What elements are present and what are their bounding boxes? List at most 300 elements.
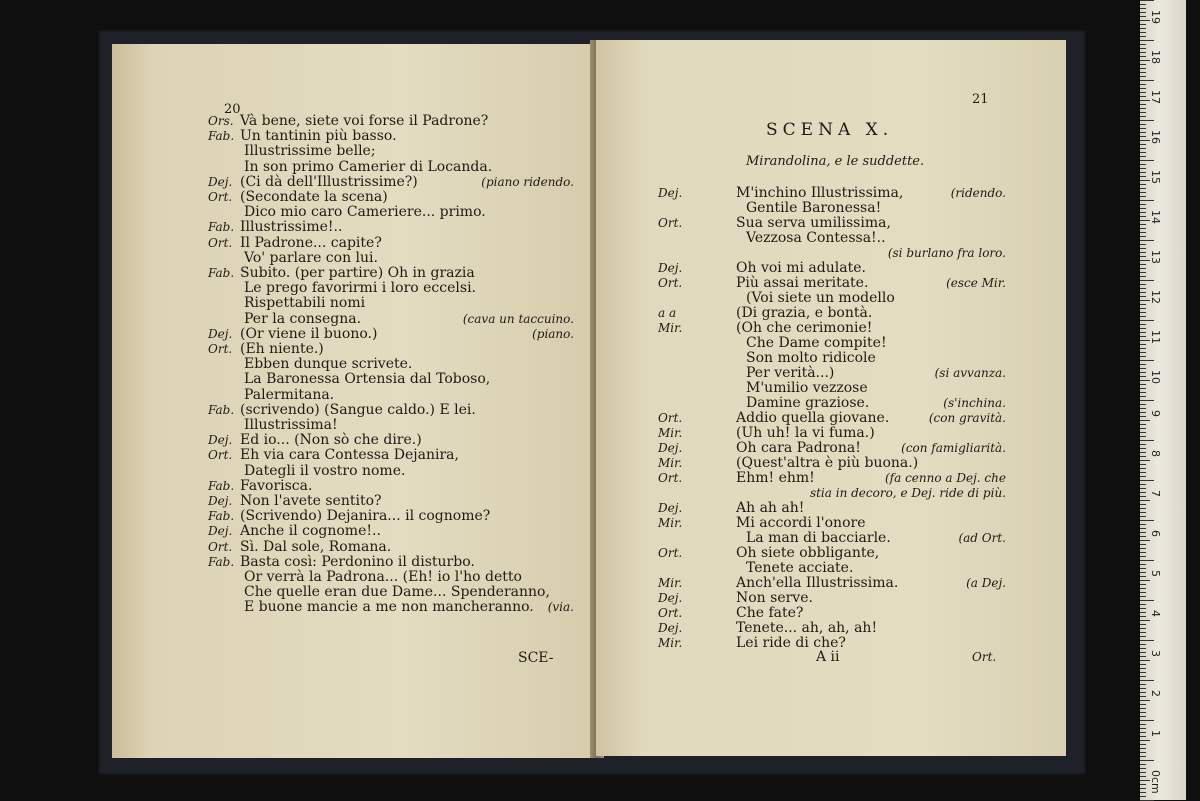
- ruler-tick: [1140, 524, 1146, 525]
- verse-line: Rispettabili nomi: [244, 295, 366, 312]
- ruler-tick: [1140, 328, 1146, 329]
- verse-line: (Di grazia, e bontà.: [736, 305, 873, 321]
- ruler-tick: [1140, 168, 1146, 169]
- verse-line: Eh via cara Contessa Dejanira,: [240, 447, 459, 464]
- ruler-tick: [1140, 576, 1146, 577]
- ruler-label: 14: [1149, 210, 1162, 224]
- stage-direction: (piano ridendo.: [481, 174, 574, 189]
- verse-line: (scrivendo) (Sangue caldo.) E lei.: [240, 401, 476, 418]
- ruler-tick: [1140, 288, 1146, 289]
- ruler-label: 13: [1149, 250, 1162, 264]
- ruler-tick: [1140, 4, 1146, 5]
- ruler-label: 6: [1149, 530, 1162, 537]
- ruler-tick: [1140, 280, 1154, 281]
- ruler-tick: [1140, 120, 1154, 121]
- ruler-tick: [1140, 664, 1146, 665]
- ruler-tick: [1140, 212, 1146, 213]
- ruler-label: 3: [1149, 650, 1162, 657]
- ruler-tick: [1140, 600, 1154, 601]
- verse-line: Tenete... ah, ah, ah!: [736, 620, 878, 636]
- left-catchword: SCE-: [518, 650, 554, 666]
- ruler-tick: [1140, 272, 1146, 273]
- verse-line: (Oh che cerimonie!: [736, 320, 873, 336]
- verse-line: Che fate?: [736, 605, 804, 621]
- stage-direction: stia in decoro, e Dej. ride di più.: [809, 486, 1006, 500]
- ruler-tick: [1140, 68, 1146, 69]
- ruler-tick: [1140, 796, 1146, 797]
- ruler-tick: [1140, 716, 1146, 717]
- ruler-tick: [1140, 556, 1146, 557]
- ruler-tick: [1140, 268, 1146, 269]
- speaker-label: Fab.: [208, 129, 235, 144]
- ruler-tick: [1140, 768, 1146, 769]
- ruler-tick: [1140, 436, 1146, 437]
- ruler-tick: [1140, 696, 1146, 697]
- ruler-tick: [1140, 648, 1146, 649]
- verse-line: M'umilio vezzose: [746, 380, 868, 396]
- verse-line: Ehm! ehm!: [736, 470, 815, 486]
- ruler-tick: [1140, 624, 1146, 625]
- ruler-tick: [1140, 224, 1146, 225]
- verse-line: (Or viene il buono.): [240, 325, 378, 342]
- ruler-tick: [1140, 776, 1146, 777]
- ruler-tick: [1140, 236, 1146, 237]
- ruler-label: 17: [1149, 90, 1162, 104]
- ruler-tick: [1140, 572, 1146, 573]
- ruler-tick: [1140, 704, 1146, 705]
- ruler-tick: [1140, 352, 1146, 353]
- ruler-tick: [1140, 468, 1146, 469]
- ruler-tick: [1140, 568, 1146, 569]
- ruler-tick: [1140, 12, 1146, 13]
- verse-line: Vezzosa Contessa!..: [746, 230, 886, 246]
- ruler-tick: [1140, 308, 1146, 309]
- speaker-label: Dej.: [658, 186, 683, 200]
- verse-line: Và bene, siete voi forse il Padrone?: [240, 113, 489, 129]
- speaker-label: Mir.: [658, 516, 683, 530]
- verse-line: Lei ride di che?: [736, 635, 846, 651]
- ruler-tick: [1140, 492, 1146, 493]
- ruler-tick: [1140, 136, 1146, 137]
- ruler-tick: [1140, 320, 1154, 321]
- ruler-tick: [1140, 16, 1146, 17]
- ruler-tick: [1140, 36, 1146, 37]
- ruler-tick: [1140, 316, 1146, 317]
- ruler-label: 8: [1149, 450, 1162, 457]
- speaker-label: Fab.: [208, 220, 235, 235]
- verse-line: (Eh niente.): [240, 341, 324, 357]
- ruler-tick: [1140, 96, 1146, 97]
- ruler-label: 2: [1149, 690, 1162, 697]
- ruler-tick: [1140, 464, 1146, 465]
- ruler-tick: [1140, 652, 1146, 653]
- speaker-label: Fab.: [208, 266, 235, 280]
- ruler-tick: [1140, 192, 1146, 193]
- ruler-tick: [1140, 616, 1146, 617]
- speaker-label: Dej.: [658, 621, 683, 635]
- ruler-tick: [1140, 792, 1146, 793]
- ruler-tick: [1140, 124, 1146, 125]
- ruler-tick: [1140, 184, 1146, 185]
- stage-direction: (si avvanza.: [934, 366, 1006, 380]
- ruler-label: 4: [1149, 610, 1162, 617]
- ruler-tick: [1140, 784, 1146, 785]
- ruler-label: 16: [1149, 130, 1162, 144]
- verse-line: Tenete acciate.: [746, 560, 854, 576]
- ruler-tick: [1140, 552, 1146, 553]
- stage-direction: (via.: [547, 600, 574, 615]
- ruler-tick: [1140, 44, 1146, 45]
- ruler-tick: [1140, 348, 1146, 349]
- ruler-tick: [1140, 500, 1150, 501]
- ruler-tick: [1140, 52, 1146, 53]
- speaker-label: Ort.: [658, 546, 683, 560]
- ruler-tick: [1140, 764, 1146, 765]
- ruler-tick: [1140, 292, 1146, 293]
- ruler-tick: [1140, 744, 1146, 745]
- speaker-label: Dej.: [658, 261, 683, 275]
- speaker-label: Mir.: [658, 321, 683, 335]
- ruler-tick: [1140, 748, 1146, 749]
- ruler-tick: [1140, 640, 1154, 641]
- ruler-tick: [1140, 72, 1146, 73]
- ruler-tick: [1140, 740, 1150, 741]
- ruler-tick: [1140, 104, 1146, 105]
- ruler-label: 1: [1149, 730, 1162, 737]
- ruler-tick: [1140, 712, 1146, 713]
- ruler-tick: [1140, 8, 1146, 9]
- verse-line: Che Dame compite!: [746, 335, 887, 351]
- ruler-label: 0cm: [1149, 770, 1162, 794]
- ruler-tick: [1140, 488, 1146, 489]
- verse-line: Son molto ridicole: [746, 350, 876, 366]
- ruler-tick: [1140, 656, 1146, 657]
- verse-line: Che quelle eran due Dame... Spenderanno,: [244, 584, 550, 601]
- ruler-tick: [1140, 408, 1146, 409]
- ruler-tick: [1140, 256, 1146, 257]
- ruler-tick: [1140, 232, 1146, 233]
- ruler-label: 18: [1149, 50, 1162, 64]
- ruler-tick: [1140, 132, 1146, 133]
- ruler-tick: [1140, 560, 1154, 561]
- ruler-tick: [1140, 128, 1146, 129]
- ruler-label: 12: [1149, 290, 1162, 304]
- verse-line: Non l'avete sentito?: [240, 493, 382, 509]
- ruler-tick: [1140, 84, 1146, 85]
- verse-line: La Baronessa Ortensia dal Toboso,: [244, 371, 491, 388]
- ruler-tick: [1140, 680, 1154, 681]
- verse-line: Oh voi mi adulate.: [736, 260, 866, 276]
- speaker-label: Fab.: [208, 509, 235, 524]
- speaker-label: Ort.: [208, 448, 233, 463]
- ruler-tick: [1140, 64, 1146, 65]
- right-page: [596, 40, 1066, 756]
- ruler-tick: [1140, 544, 1146, 545]
- ruler-tick: [1140, 424, 1146, 425]
- ruler-tick: [1140, 248, 1146, 249]
- ruler-label: 5: [1149, 570, 1162, 577]
- speaker-label: Dej.: [658, 441, 683, 455]
- ruler-tick: [1140, 528, 1146, 529]
- ruler-tick: [1140, 728, 1146, 729]
- ruler-tick: [1140, 152, 1146, 153]
- speaker-label: Dej.: [658, 591, 683, 605]
- ruler-tick: [1140, 596, 1146, 597]
- ruler-tick: [1140, 688, 1146, 689]
- ruler-tick: [1140, 396, 1146, 397]
- ruler-tick: [1140, 0, 1154, 1]
- speaker-label: Ort.: [658, 216, 683, 230]
- ruler-tick: [1140, 40, 1154, 41]
- signature-mark: A ii: [816, 649, 840, 665]
- verse-line: (Scrivendo) Dejanira... il cognome?: [240, 508, 491, 525]
- ruler-label: 15: [1149, 170, 1162, 184]
- ruler-tick: [1140, 364, 1146, 365]
- ruler-tick: [1140, 480, 1154, 481]
- ruler-tick: [1140, 736, 1146, 737]
- ruler-tick: [1140, 388, 1146, 389]
- ruler-tick: [1140, 400, 1154, 401]
- scene-title: SCENA X.: [766, 120, 894, 140]
- verse-line: Per verità...): [746, 365, 835, 381]
- ruler-tick: [1140, 504, 1146, 505]
- ruler-label: 10: [1149, 370, 1162, 384]
- verse-line: Dategli il vostro nome.: [244, 462, 406, 479]
- ruler-tick: [1140, 636, 1146, 637]
- ruler-tick: [1140, 580, 1150, 581]
- ruler-tick: [1140, 540, 1150, 541]
- speaker-label: Fab.: [208, 478, 235, 493]
- ruler-tick: [1140, 612, 1146, 613]
- verse-line: (Uh uh! la vi fuma.): [736, 425, 875, 441]
- ruler-tick: [1140, 240, 1154, 241]
- verse-line: La man di bacciarle.: [746, 530, 891, 546]
- speaker-label: Ort.: [208, 235, 233, 250]
- stage-direction: (piano.: [532, 326, 574, 341]
- ruler-tick: [1140, 356, 1146, 357]
- ruler-tick: [1140, 420, 1150, 421]
- ruler-tick: [1140, 660, 1150, 661]
- ruler-tick: [1140, 404, 1146, 405]
- ruler-tick: [1140, 176, 1146, 177]
- speaker-label: Fab.: [208, 402, 235, 417]
- ruler-tick: [1140, 416, 1146, 417]
- ruler-tick: [1140, 432, 1146, 433]
- ruler-tick: [1140, 28, 1146, 29]
- verse-line: Ed io... (Non sò che dire.): [240, 432, 422, 449]
- verse-line: Illustrissime!..: [240, 219, 343, 236]
- speaker-label: Ort.: [658, 606, 683, 620]
- speaker-label: Ort.: [208, 342, 233, 356]
- ruler-tick: [1140, 484, 1146, 485]
- ruler-tick: [1140, 216, 1146, 217]
- verse-line: Oh cara Padrona!: [736, 440, 861, 456]
- ruler-tick: [1140, 116, 1146, 117]
- ruler-tick: [1140, 684, 1146, 685]
- stage-direction: (con famigliarità.: [901, 441, 1006, 455]
- stage-direction: (ridendo.: [950, 186, 1006, 200]
- ruler-tick: [1140, 676, 1146, 677]
- ruler-tick: [1140, 360, 1154, 361]
- ruler-tick: [1140, 692, 1146, 693]
- stage-direction: (s'inchina.: [943, 396, 1006, 410]
- ruler-tick: [1140, 196, 1146, 197]
- speaker-label: Ort.: [208, 190, 233, 204]
- verse-line: Vo' parlare con lui.: [244, 249, 378, 266]
- ruler-tick: [1140, 756, 1146, 757]
- verse-line: Favorisca.: [240, 477, 313, 494]
- ruler-tick: [1140, 296, 1146, 297]
- ruler-tick: [1140, 720, 1154, 721]
- speaker-label: Mir.: [658, 456, 683, 470]
- ruler-tick: [1140, 620, 1150, 621]
- verse-line: Sì. Dal sole, Romana.: [240, 538, 392, 555]
- ruler-tick: [1140, 644, 1146, 645]
- ruler-tick: [1140, 108, 1146, 109]
- ruler-tick: [1140, 456, 1146, 457]
- verse-line: Sua serva umilissima,: [736, 215, 891, 231]
- verse-line: Palermitana.: [244, 386, 335, 403]
- ruler-tick: [1140, 536, 1146, 537]
- ruler-tick: [1140, 56, 1146, 57]
- ruler-tick: [1140, 452, 1146, 453]
- ruler-tick: [1140, 276, 1146, 277]
- ruler-tick: [1140, 700, 1150, 701]
- verse-line: (Voi siete un modello: [746, 290, 895, 306]
- left-page: [112, 44, 598, 758]
- ruler-tick: [1140, 412, 1146, 413]
- right-catchword: Ort.: [972, 650, 997, 664]
- speaker-label: Dej.: [208, 174, 233, 189]
- verse-line: Or verrà la Padrona... (Eh! io l'ho detto: [244, 569, 522, 585]
- ruler-tick: [1140, 172, 1146, 173]
- verse-line: Illustrissima!: [244, 417, 338, 433]
- ruler-tick: [1140, 304, 1146, 305]
- speaker-label: Dej.: [658, 501, 683, 515]
- ruler-tick: [1140, 148, 1146, 149]
- ruler-tick: [1140, 548, 1146, 549]
- ruler-tick: [1140, 368, 1146, 369]
- stage-direction: (fa cenno a Dej. che: [884, 471, 1006, 485]
- verse-line: M'inchino Illustrissima,: [736, 185, 904, 201]
- speaker-label: Ort.: [658, 471, 683, 485]
- verse-line: Anch'ella Illustrissima.: [736, 575, 899, 591]
- ruler-tick: [1140, 532, 1146, 533]
- ruler-tick: [1140, 344, 1146, 345]
- measuring-ruler: [1140, 0, 1186, 800]
- ruler-tick: [1140, 604, 1146, 605]
- speaker-label: Ort.: [208, 539, 233, 554]
- ruler-tick: [1140, 324, 1146, 325]
- ruler-tick: [1140, 312, 1146, 313]
- ruler-tick: [1140, 88, 1146, 89]
- speaker-label: Ors.: [208, 114, 234, 128]
- ruler-tick: [1140, 48, 1146, 49]
- speaker-label: Mir.: [658, 636, 683, 650]
- verse-line: Ah ah ah!: [736, 500, 805, 516]
- ruler-tick: [1140, 708, 1146, 709]
- ruler-tick: [1140, 508, 1146, 509]
- ruler-tick: [1140, 428, 1146, 429]
- ruler-tick: [1140, 668, 1146, 669]
- verse-line: (Ci dà dell'Illustrissime?): [240, 173, 418, 190]
- ruler-tick: [1140, 244, 1146, 245]
- ruler-tick: [1140, 476, 1146, 477]
- ruler-tick: [1140, 588, 1146, 589]
- speaker-label: Dej.: [208, 433, 233, 448]
- verse-line: Il Padrone... capite?: [240, 234, 382, 251]
- stage-direction: (cava un taccuino.: [462, 311, 574, 326]
- ruler-tick: [1140, 628, 1146, 629]
- ruler-tick: [1140, 76, 1146, 77]
- verse-line: Oh siete obbligante,: [736, 545, 880, 561]
- ruler-tick: [1140, 332, 1146, 333]
- ruler-tick: [1140, 632, 1146, 633]
- ruler-tick: [1140, 252, 1146, 253]
- ruler-tick: [1140, 32, 1146, 33]
- ruler-tick: [1140, 156, 1146, 157]
- ruler-tick: [1140, 444, 1146, 445]
- ruler-tick: [1140, 164, 1146, 165]
- ruler-tick: [1140, 448, 1146, 449]
- ruler-tick: [1140, 752, 1146, 753]
- ruler-label: 19: [1149, 10, 1162, 24]
- verse-line: Più assai meritate.: [736, 275, 869, 291]
- stage-direction: (ad Ort.: [958, 531, 1006, 545]
- verse-line: Non serve.: [736, 590, 813, 606]
- stage-direction: (a Dej.: [966, 576, 1006, 590]
- ruler-tick: [1140, 376, 1146, 377]
- ruler-tick: [1140, 672, 1146, 673]
- ruler-tick: [1140, 440, 1154, 441]
- verse-line: (Secondate la scena): [240, 189, 388, 205]
- ruler-tick: [1140, 584, 1146, 585]
- stage-direction: (con gravità.: [928, 411, 1006, 425]
- ruler-label: 9: [1149, 410, 1162, 417]
- page-number-left: 20: [224, 102, 241, 117]
- ruler-tick: [1140, 496, 1146, 497]
- ruler-tick: [1140, 384, 1146, 385]
- stage-direction: (si burlano fra loro.: [887, 246, 1006, 260]
- ruler-tick: [1140, 564, 1146, 565]
- ruler-tick: [1140, 228, 1146, 229]
- ruler-tick: [1140, 24, 1146, 25]
- verse-line: Mi accordi l'onore: [736, 515, 866, 531]
- verse-line: Un tantinin più basso.: [240, 128, 397, 145]
- scene-subtitle: Mirandolina, e le suddette.: [746, 154, 925, 169]
- ruler-tick: [1140, 160, 1154, 161]
- page-number-right: 21: [972, 92, 989, 107]
- verse-line: Illustrissime belle;: [244, 143, 376, 160]
- verse-line: Damine graziose.: [746, 395, 870, 411]
- verse-line: E buone mancie a me non mancheranno.: [244, 599, 534, 616]
- verse-line: Subito. (per partire) Oh in grazia: [240, 265, 475, 281]
- speaker-label: a a: [658, 306, 677, 320]
- ruler-tick: [1140, 112, 1146, 113]
- ruler-label: 11: [1149, 330, 1162, 344]
- verse-line: (Quest'altra è più buona.): [736, 455, 919, 471]
- ruler-tick: [1140, 92, 1146, 93]
- speaker-label: Mir.: [658, 426, 683, 440]
- verse-line: Gentile Baronessa!: [746, 200, 882, 216]
- ruler-tick: [1140, 284, 1146, 285]
- ruler-tick: [1140, 336, 1146, 337]
- speaker-label: Ort.: [658, 411, 683, 425]
- speaker-label: Dej.: [208, 326, 233, 341]
- ruler-tick: [1140, 724, 1146, 725]
- verse-line: In son primo Camerier di Locanda.: [244, 158, 493, 175]
- verse-line: Per la consegna.: [244, 310, 362, 327]
